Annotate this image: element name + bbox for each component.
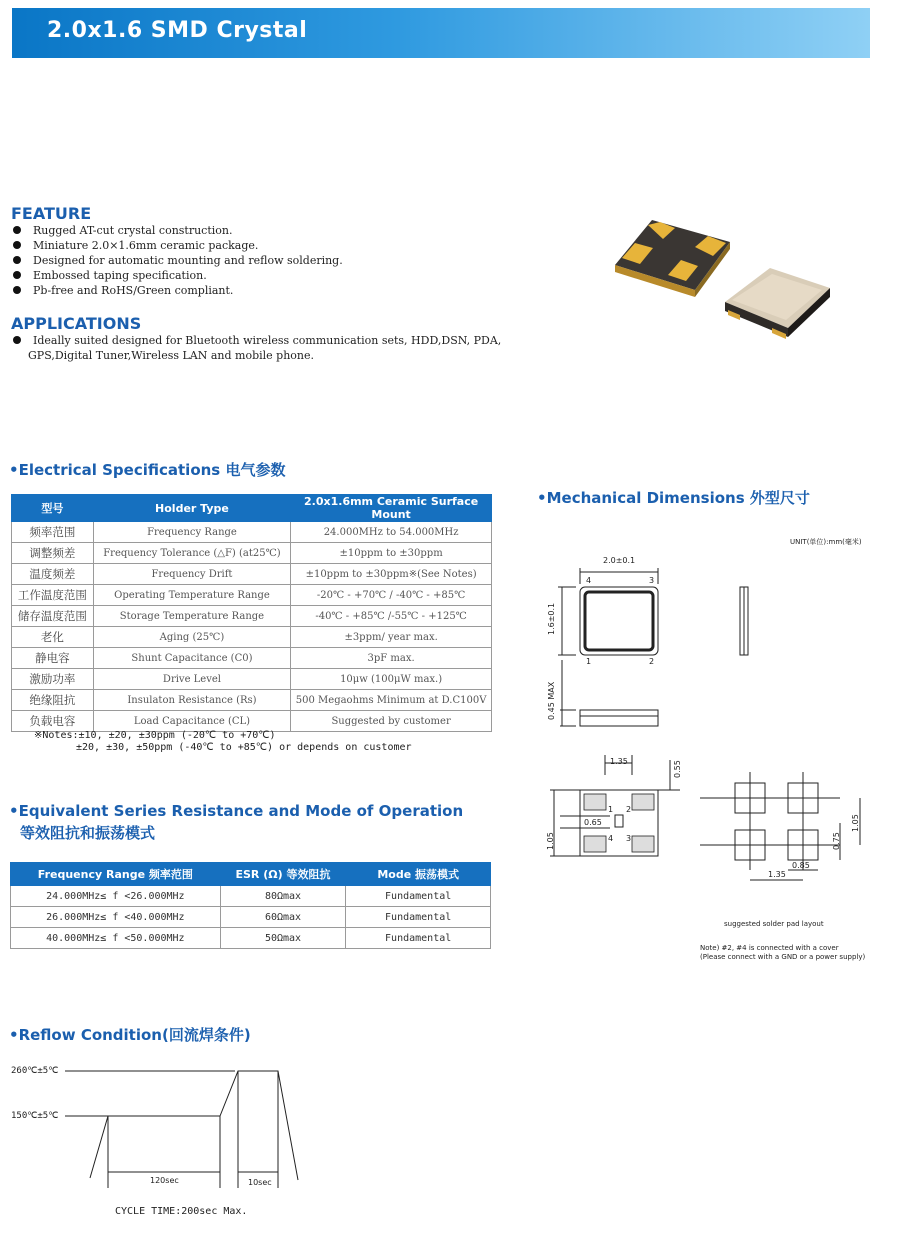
table-row: 负载电容 Load Capacitance (CL) Suggested by customer <box>12 711 492 732</box>
list-item: Pb-free and RoHS/Green compliant. <box>13 283 343 298</box>
pin-label: 4 <box>586 576 592 585</box>
reflow-cycle-time: CYCLE TIME:200sec Max. <box>115 1206 248 1217</box>
electrical-spec-table <box>11 494 492 732</box>
dim-pad-135: 1.35 <box>610 757 628 766</box>
electrical-note-2: ±20, ±30, ±50ppm (-40℃ to +85℃) or depends on customer <box>76 742 412 753</box>
table-row: 储存温度范围 Storage Temperature Range -40℃ - +85℃ /-55℃ - +125℃ <box>12 606 492 627</box>
pin-label: 3 <box>626 834 632 843</box>
mechanical-drawing <box>540 550 880 920</box>
bullet-icon <box>13 226 21 234</box>
reflow-preheat-time: 120sec <box>150 1176 179 1185</box>
table-header-row: 型号 Holder Type 2.0x1.6mm Ceramic Surface Mount <box>12 495 492 522</box>
pin-label: 3 <box>649 576 655 585</box>
reflow-temp-preheat: 150℃±5℃ <box>11 1111 59 1121</box>
bullet-icon <box>13 241 21 249</box>
dim-pad-055: 0.55 <box>673 760 682 778</box>
bullet-icon <box>13 271 21 279</box>
dim-pad-105: 1.05 <box>546 832 555 850</box>
pin-label: 4 <box>608 834 614 843</box>
table-row: 老化 Aging (25℃) ±3ppm/ year max. <box>12 627 492 648</box>
table-row: 静电容 Shunt Capacitance (C0) 3pF max. <box>12 648 492 669</box>
dim-width: 2.0±0.1 <box>603 556 636 565</box>
bullet-icon <box>13 336 21 344</box>
table-row: 激励功率 Drive Level 10μw (100μW max.) <box>12 669 492 690</box>
bullet-icon <box>13 286 21 294</box>
table-row: 频率范围 Frequency Range 24.000MHz to 54.000MHz <box>12 522 492 543</box>
cover-note-2: (Please connect with a GND or a power supply) <box>700 953 866 961</box>
product-photo <box>560 140 870 410</box>
table-row: 26.000MHz≤ f <40.000MHz 60Ωmax Fundamental <box>11 907 491 928</box>
unit-label: UNIT(单位):mm(毫米) <box>790 538 862 546</box>
dim-pad-105b: 1.05 <box>851 814 860 832</box>
dim-thickness: 0.45 MAX <box>547 681 556 720</box>
table-row: 绝缘阻抗 Insulaton Resistance (Rs) 500 Megaohms Minimum at D.C100V <box>12 690 492 711</box>
pin-label: 2 <box>649 657 655 666</box>
list-item: Miniature 2.0×1.6mm ceramic package. <box>13 238 343 253</box>
dim-pad-135b: 1.35 <box>768 870 786 879</box>
applications-text: Ideally suited designed for Bluetooth wireless communication sets, HDD,DSN, PDA, GPS,Digital Tuner,Wireless LAN and mobile phone. <box>13 333 501 363</box>
list-item: Embossed taping specification. <box>13 268 343 283</box>
reflow-peak-time: 10sec <box>248 1178 272 1187</box>
table-row: 调整频差 Frequency Tolerance (△F) (at25℃) ±10ppm to ±30ppm <box>12 543 492 564</box>
dim-pad-065: 0.65 <box>584 818 602 827</box>
list-item: Rugged AT-cut crystal construction. <box>13 223 343 238</box>
table-row: 温度频差 Frequency Drift ±10ppm to ±30ppm※(See Notes) <box>12 564 492 585</box>
table-header-row: Frequency Range 频率范围 ESR (Ω) 等效阻抗 Mode 振荡模式 <box>11 863 491 886</box>
electrical-heading: •Electrical Specifications 电气参数 <box>9 461 286 479</box>
table-row: 40.000MHz≤ f <50.000MHz 50Ωmax Fundamental <box>11 928 491 949</box>
dim-pad-085: 0.85 <box>792 861 810 870</box>
solder-caption: suggested solder pad layout <box>724 920 824 928</box>
esr-heading-cn: 等效阻抗和振荡模式 <box>20 824 156 842</box>
esr-table <box>10 862 491 949</box>
reflow-heading: •Reflow Condition(回流焊条件) <box>9 1026 251 1044</box>
reflow-profile <box>60 1060 330 1195</box>
electrical-note-1: ※Notes:±10, ±20, ±30ppm (-20℃ to +70℃) <box>34 730 276 741</box>
feature-heading: FEATURE <box>11 204 92 223</box>
dim-height: 1.6±0.1 <box>547 602 556 635</box>
feature-list <box>13 223 343 298</box>
cover-note-1: Note) #2, #4 is connected with a cover <box>700 944 839 952</box>
table-row: 24.000MHz≤ f <26.000MHz 80Ωmax Fundamental <box>11 886 491 907</box>
pin-label: 2 <box>626 805 632 814</box>
bullet-icon <box>13 256 21 264</box>
applications-heading: APPLICATIONS <box>11 314 142 333</box>
page-title: 2.0x1.6 SMD Crystal <box>47 18 308 43</box>
dim-pad-075: 0.75 <box>832 832 841 850</box>
list-item: Designed for automatic mounting and reflow soldering. <box>13 253 343 268</box>
esr-heading: •Equivalent Series Resistance and Mode of Operation <box>9 802 464 820</box>
reflow-temp-peak: 260℃±5℃ <box>11 1066 59 1076</box>
mechanical-heading: •Mechanical Dimensions 外型尺寸 <box>537 489 810 507</box>
pin-label: 1 <box>586 657 592 666</box>
pin-label: 1 <box>608 805 614 814</box>
table-row: 工作温度范围 Operating Temperature Range -20℃ - +70℃ / -40℃ - +85℃ <box>12 585 492 606</box>
